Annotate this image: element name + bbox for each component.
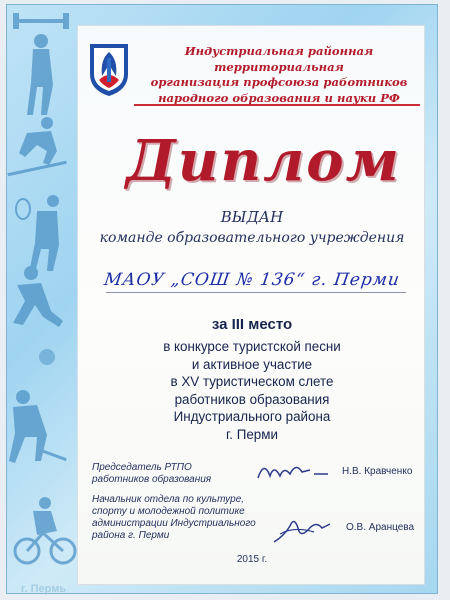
signatory-2-name: О.В. Аранцева bbox=[346, 522, 415, 533]
signatory-title-line: Председатель РТПО bbox=[92, 462, 192, 473]
diploma-body bbox=[77, 25, 425, 585]
bottom-text-fragment: г. Пермь bbox=[21, 583, 67, 595]
organization-divider bbox=[134, 104, 420, 106]
award-place: за III место bbox=[211, 316, 293, 333]
signatory-1-name: Н.В. Кравченко bbox=[342, 466, 413, 477]
issued-label: ВЫДАН bbox=[220, 208, 284, 226]
signatory-title-line: администрации Индустриального bbox=[92, 518, 256, 529]
union-logo-icon bbox=[88, 40, 130, 98]
signature-icon bbox=[270, 512, 334, 548]
description-line: работников образования bbox=[174, 391, 330, 407]
description-line: в конкурсе туристской песни bbox=[163, 339, 341, 354]
award-description bbox=[78, 338, 426, 443]
diploma-title: Диплом bbox=[126, 128, 401, 194]
signatory-title-line: Начальник отдела по культуре, bbox=[92, 494, 245, 505]
description-line: и активное участие bbox=[191, 356, 313, 372]
organization-name bbox=[136, 44, 422, 106]
diploma-frame bbox=[6, 4, 438, 594]
signatory-2-title bbox=[92, 494, 256, 542]
recipient-underline bbox=[106, 292, 406, 293]
organization-line: Индустриальная районная территориальная bbox=[184, 44, 374, 74]
recipient-name: МАОУ „СОШ № 136“ г. Перми bbox=[102, 270, 402, 290]
signature-icon bbox=[254, 456, 334, 484]
description-line: г. Перми bbox=[226, 426, 278, 442]
sport-silhouettes-icon bbox=[7, 5, 79, 595]
diploma-year: 2015 г. bbox=[236, 554, 268, 565]
signatory-title-line: спорту и молодежной политике bbox=[92, 506, 245, 517]
signatory-title-line: района г. Перми bbox=[92, 530, 170, 541]
description-line: в XV туристическом слете bbox=[170, 374, 334, 389]
organization-line: организация профсоюза работников bbox=[150, 75, 408, 89]
organization-line: народного образования и науки РФ bbox=[158, 90, 400, 105]
signatory-1-title bbox=[92, 462, 211, 486]
signatory-title-line: работников образования bbox=[92, 474, 212, 485]
issued-to-text: команде образовательного учреждения bbox=[99, 230, 405, 246]
description-line: Индустриального района bbox=[173, 409, 331, 424]
